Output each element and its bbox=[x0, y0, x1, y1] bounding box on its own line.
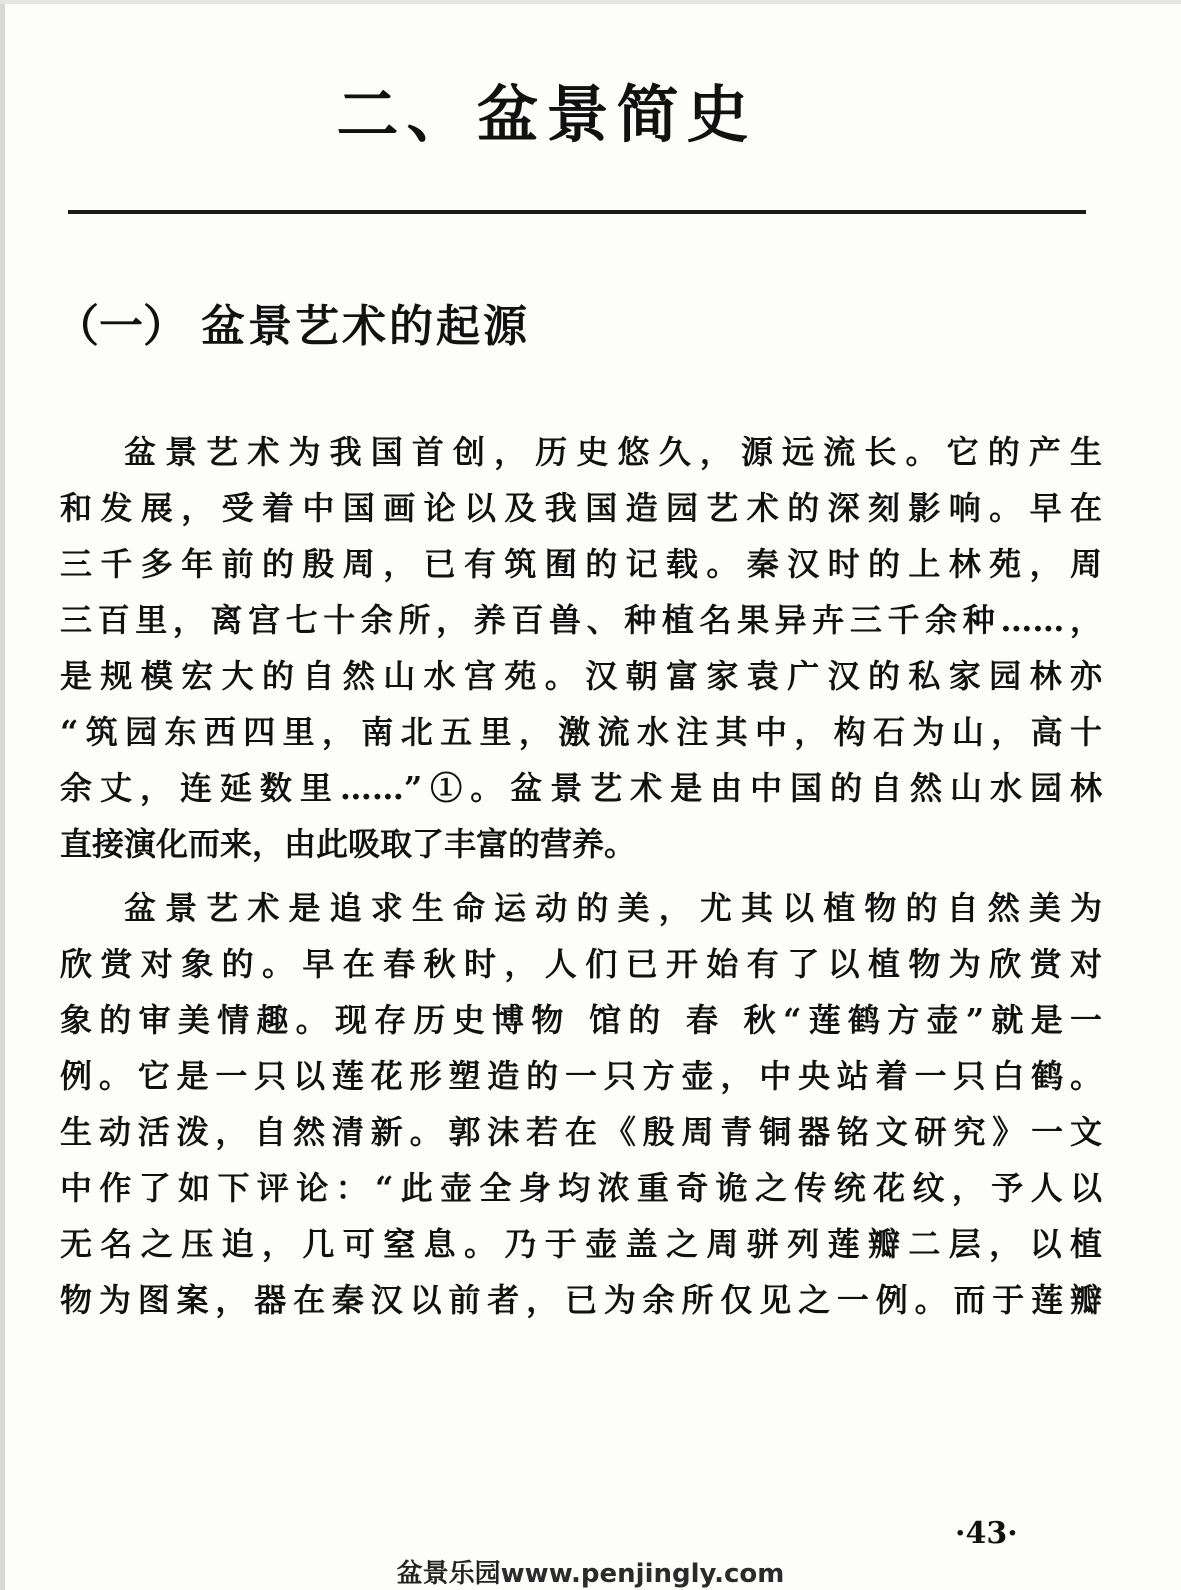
text-line: 生动活泼，自然清新。郭沫若在《殷周青铜器铭文研究》一文 bbox=[60, 1113, 1102, 1151]
text-line: 盆景艺术是追求生命运动的美，尤其以植物的自然美为 bbox=[124, 889, 1102, 927]
page-border-left bbox=[0, 0, 5, 1590]
text-line: 三千多年前的殷周，已有筑囿的记载。秦汉时的上林苑，周 bbox=[60, 545, 1102, 583]
text-line: 和发展，受着中国画论以及我国造园艺术的深刻影响。早在 bbox=[60, 489, 1102, 527]
chapter-title: 二、盆景简史 bbox=[336, 78, 757, 151]
watermark-url: www.penjingly.com bbox=[500, 1559, 785, 1589]
text-line: 三百里，离宫七十余所，养百兽、种植名果异卉三千余种……， bbox=[60, 601, 1102, 639]
text-line: 无名之压迫，几可窒息。乃于壶盖之周骈列莲瓣二层，以植 bbox=[60, 1225, 1102, 1263]
text-line: 欣赏对象的。早在春秋时，人们已开始有了以植物为欣赏对 bbox=[60, 945, 1102, 983]
watermark-site-name: 盆景乐园 bbox=[396, 1559, 501, 1589]
text-line: 盆景艺术为我国首创，历史悠久，源远流长。它的产生 bbox=[124, 433, 1102, 471]
text-line: 中作了如下评论：“此壶全身均浓重奇诡之传统花纹，予人以 bbox=[60, 1169, 1102, 1207]
text-line: 直接演化而来，由此吸取了丰富的营养。 bbox=[60, 825, 637, 863]
text-line: 余丈，连延数里……”①。盆景艺术是由中国的自然山水园林 bbox=[60, 769, 1102, 807]
text-line: 例。它是一只以莲花形塑造的一只方壶，中央站着一只白鹤。 bbox=[60, 1057, 1102, 1095]
text-line: 象的审美情趣。现存历史博物 馆的 春 秋“莲鹤方壶”就是一 bbox=[60, 1001, 1102, 1039]
section-number: （一） bbox=[55, 301, 187, 352]
title-divider bbox=[68, 210, 1086, 214]
site-watermark bbox=[0, 1558, 1181, 1590]
paragraph bbox=[60, 880, 1102, 1328]
paragraph bbox=[60, 424, 1102, 872]
text-line: 是规模宏大的自然山水宫苑。汉朝富家袁广汉的私家园林亦 bbox=[60, 657, 1102, 695]
page-border-top bbox=[0, 0, 1181, 4]
section-title-text: 盆景艺术的起源 bbox=[201, 301, 530, 352]
text-line: “筑园东西四里，南北五里，激流水注其中，构石为山，高十 bbox=[60, 713, 1102, 751]
body-text bbox=[60, 424, 1102, 1328]
text-line: 物为图案，器在秦汉以前者，已为余所仅见之一例。而于莲瓣 bbox=[60, 1281, 1102, 1319]
section-heading bbox=[55, 300, 530, 354]
page-number: ·43· bbox=[955, 1516, 1018, 1551]
